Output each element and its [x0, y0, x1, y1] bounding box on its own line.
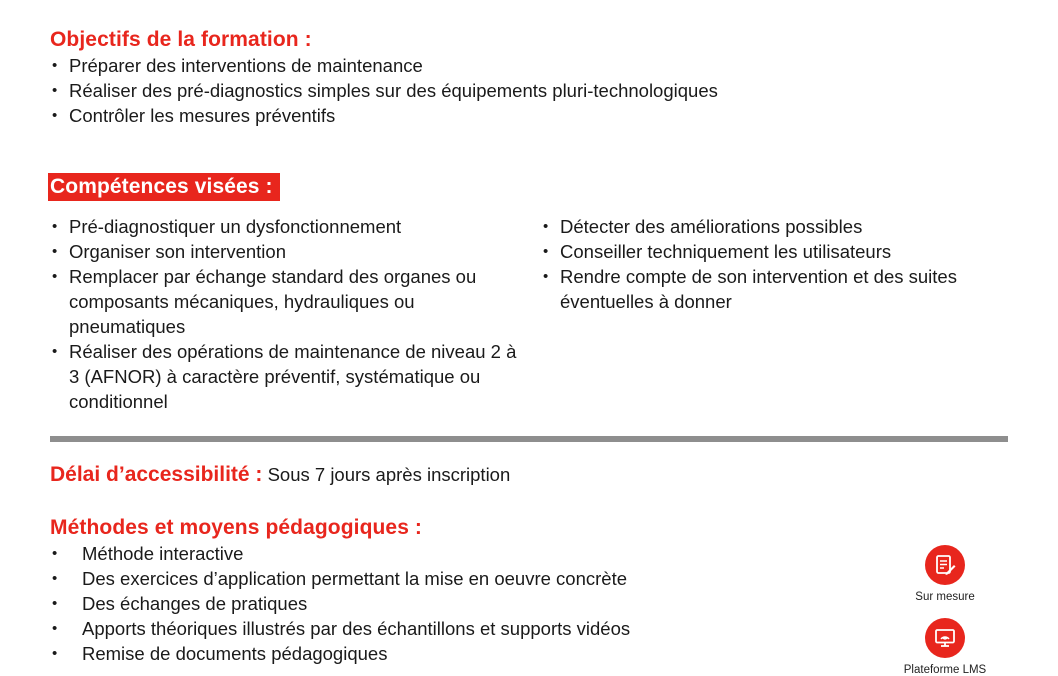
badge-sur-mesure	[895, 545, 995, 603]
objectifs-heading: Objectifs de la formation :	[50, 28, 312, 51]
badge-label: Sur mesure	[915, 591, 975, 603]
delai-label: Délai d’accessibilité :	[50, 463, 263, 486]
competences-left-list	[50, 214, 520, 414]
document-edit-icon	[933, 553, 957, 577]
list-item: • Réaliser des pré-diagnostics simples sur des équipements pluri-technologiques	[50, 78, 950, 103]
list-item: • Remise de documents pédagogiques	[50, 641, 850, 666]
list-item: • Détecter des améliorations possibles	[541, 214, 971, 239]
competences-right-list	[541, 214, 971, 314]
badge-circle	[925, 618, 965, 658]
list-item: • Apports théoriques illustrés par des échantillons et supports vidéos	[50, 616, 850, 641]
badge-label: Plateforme LMS	[903, 664, 987, 676]
list-item: • Des échanges de pratiques	[50, 591, 850, 616]
badge-circle	[925, 545, 965, 585]
list-item: • Conseiller techniquement les utilisateurs	[541, 239, 971, 264]
list-item: • Rendre compte de son intervention et des suites éventuelles à donner	[541, 264, 971, 314]
list-item: • Des exercices d’application permettant la mise en oeuvre concrète	[50, 566, 850, 591]
list-item: • Méthode interactive	[50, 541, 850, 566]
methodes-list	[50, 541, 850, 666]
list-item: • Préparer des interventions de maintenance	[50, 53, 950, 78]
objectifs-list	[50, 53, 950, 128]
list-item: • Organiser son intervention	[50, 239, 520, 264]
list-item: • Remplacer par échange standard des organes ou composants mécaniques, hydrauliques ou pneumatiques	[50, 264, 520, 339]
methodes-heading: Méthodes et moyens pédagogiques :	[50, 516, 423, 539]
section-divider	[50, 436, 1008, 442]
list-item: • Réaliser des opérations de maintenance de niveau 2 à 3 (AFNOR) à caractère préventif, systématique ou conditionnel	[50, 339, 520, 414]
competences-heading	[48, 175, 280, 199]
delai-value: Sous 7 jours après inscription	[267, 464, 511, 485]
list-item: • Contrôler les mesures préventifs	[50, 103, 950, 128]
competences-title: Compétences visées :	[48, 173, 280, 201]
badge-plateforme-lms	[895, 618, 995, 676]
delai-line	[50, 463, 510, 487]
monitor-icon	[933, 626, 957, 650]
list-item: • Pré-diagnostiquer un dysfonctionnement	[50, 214, 520, 239]
